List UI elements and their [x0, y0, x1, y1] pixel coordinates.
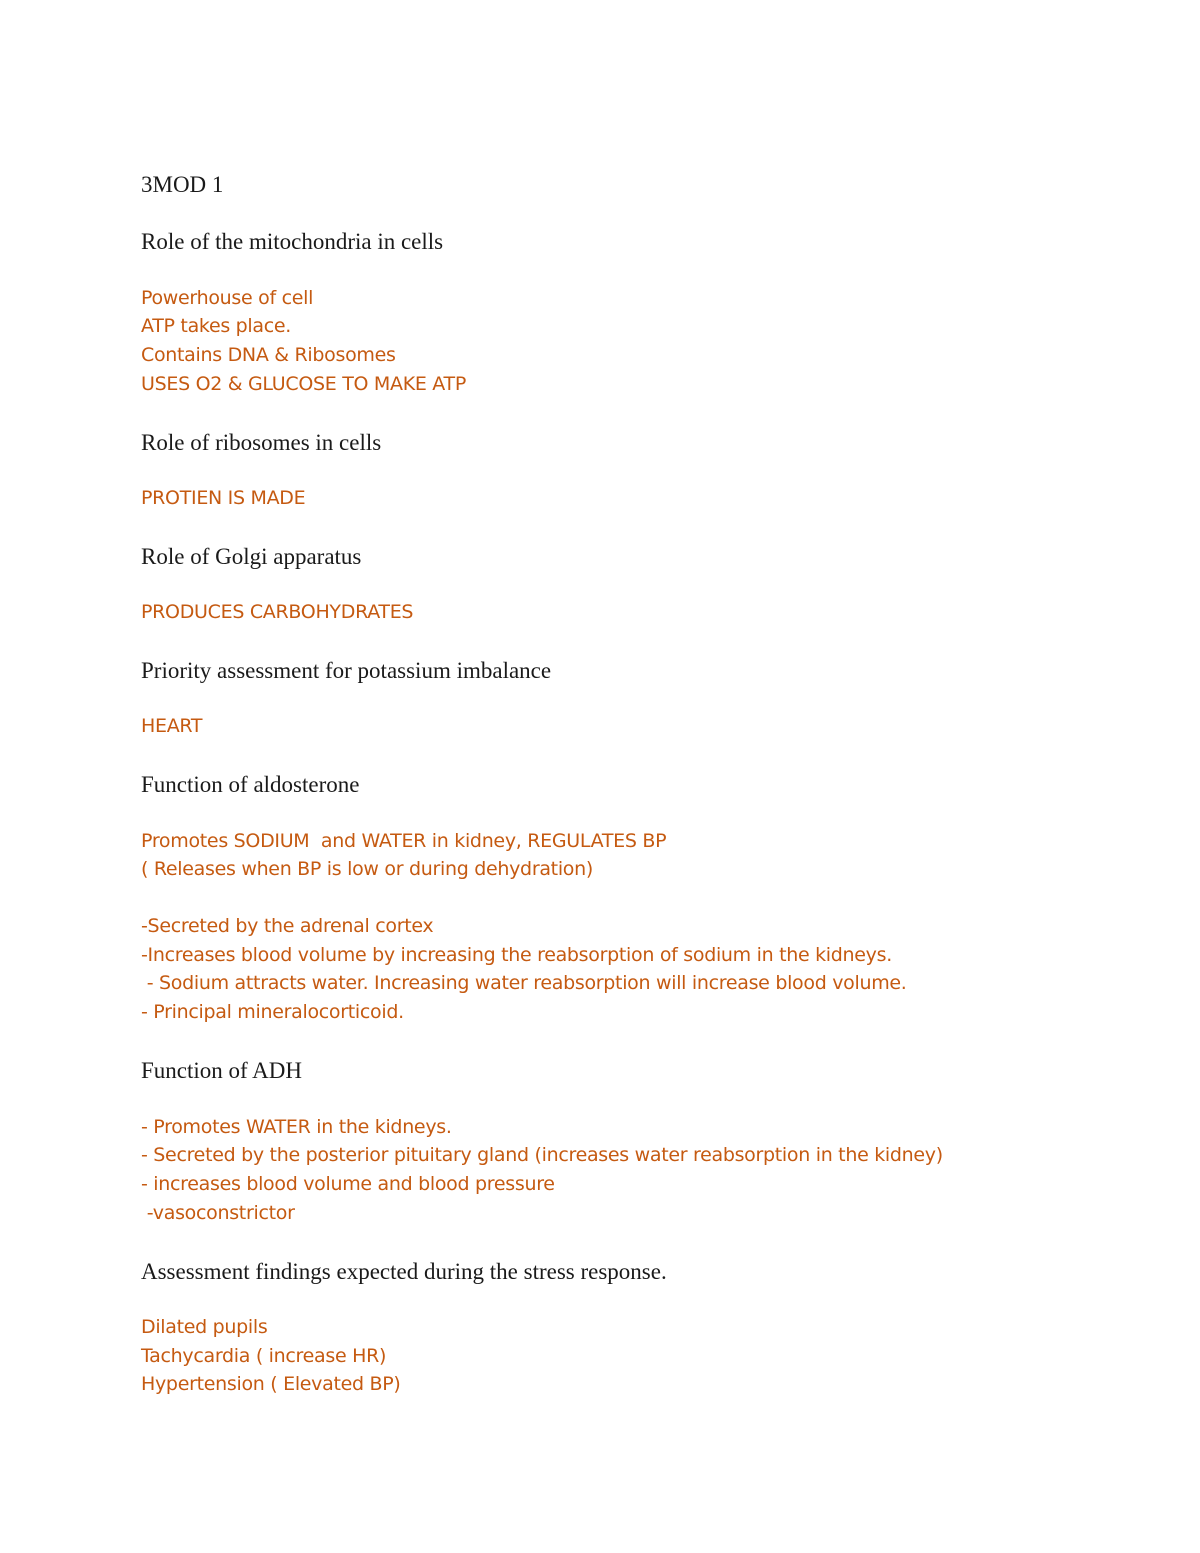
answer-line: Powerhouse of cell — [141, 287, 314, 309]
answer-line: Tachycardia ( increase HR) — [141, 1345, 387, 1367]
answer-line: Hypertension ( Elevated BP) — [141, 1373, 401, 1395]
answer-line: Dilated pupils — [141, 1316, 268, 1338]
answer-line: - Principal mineralocorticoid. — [141, 1001, 404, 1023]
section-heading-golgi: Role of Golgi apparatus — [141, 544, 362, 569]
answer-line: - Secreted by the posterior pituitary gland (increases water reabsorption in the kidney) — [141, 1144, 943, 1166]
section-heading-potassium: Priority assessment for potassium imbalance — [141, 658, 552, 683]
section-heading-aldosterone: Function of aldosterone — [141, 772, 360, 797]
answer-line: PRODUCES CARBOHYDRATES — [141, 601, 414, 623]
section-heading-stress-response: Assessment findings expected during the stress response. — [141, 1259, 667, 1284]
section-heading-mitochondria: Role of the mitochondria in cells — [141, 229, 444, 254]
answer-line: -Increases blood volume by increasing the reabsorption of sodium in the kidneys. — [141, 944, 892, 966]
answer-line: - Promotes WATER in the kidneys. — [141, 1116, 452, 1138]
answer-line: Promotes SODIUM and WATER in kidney, REGULATES BP — [141, 830, 667, 852]
answer-line: ( Releases when BP is low or during dehydration) — [141, 858, 593, 880]
answer-line: - increases blood volume and blood pressure — [141, 1173, 555, 1195]
answer-line: HEART — [141, 715, 203, 737]
section-heading-ribosomes: Role of ribosomes in cells — [141, 430, 382, 455]
answer-line: -Secreted by the adrenal cortex — [141, 915, 434, 937]
document-title: 3MOD 1 — [141, 172, 224, 197]
answer-line: Contains DNA & Ribosomes — [141, 344, 396, 366]
answer-line: -vasoconstrictor — [141, 1202, 295, 1224]
answer-line: USES O2 & GLUCOSE TO MAKE ATP — [141, 373, 466, 395]
answer-line: PROTIEN IS MADE — [141, 487, 306, 509]
answer-line: - Sodium attracts water. Increasing water reabsorption will increase blood volume. — [141, 972, 907, 994]
section-heading-adh: Function of ADH — [141, 1058, 302, 1083]
answer-line: ATP takes place. — [141, 315, 292, 337]
